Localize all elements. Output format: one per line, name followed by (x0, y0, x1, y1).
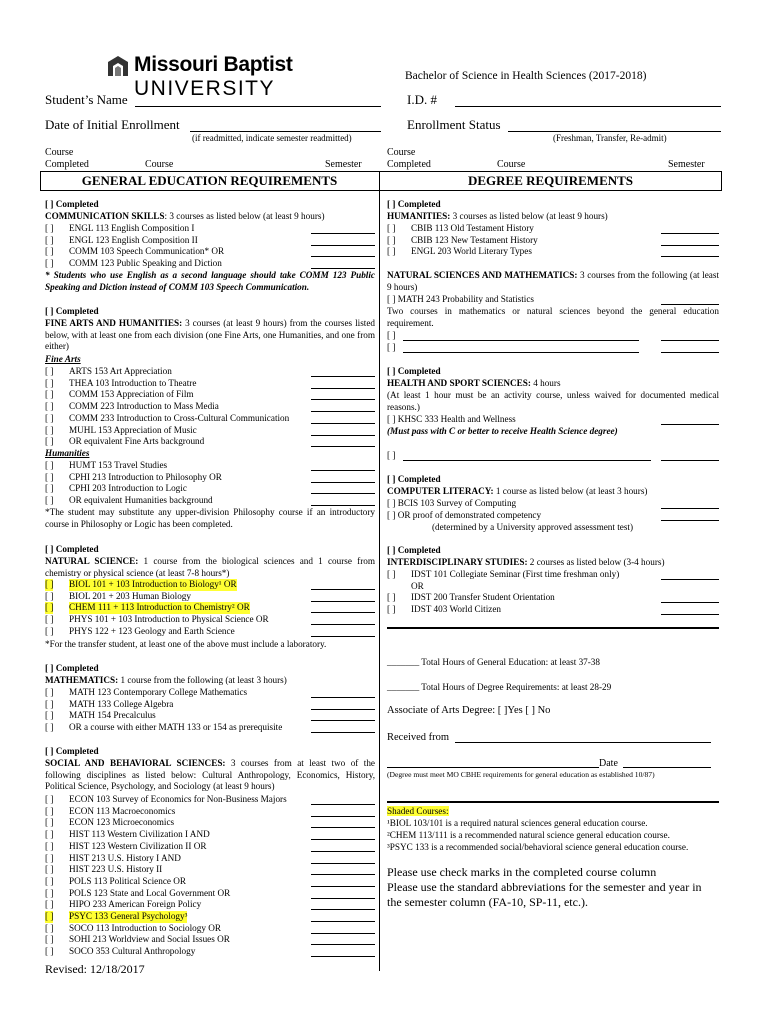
col-completed-right: Course Completed (387, 147, 431, 170)
checkbox[interactable]: [ ] (45, 852, 54, 863)
semester-blank[interactable] (311, 411, 375, 412)
checkbox[interactable]: [ ] (45, 934, 54, 945)
gen-ed-title: GENERAL EDUCATION REQUIREMENTS (81, 173, 338, 188)
cl-item-1: [ ] BCIS 103 Survey of Computing (387, 498, 517, 508)
checkbox[interactable]: [ ] (45, 389, 54, 400)
nsm-extra-2-sem[interactable] (661, 352, 719, 353)
checkbox[interactable]: [ ] (387, 569, 396, 579)
nsm-math: [ ] MATH 243 Probability and Statistics (387, 294, 534, 304)
checkbox[interactable]: [ ] (45, 436, 54, 447)
course-item: CPHI 213 Introduction to Philosophy OR (69, 471, 222, 482)
semester-blank[interactable] (311, 720, 375, 721)
course-item: OR (411, 580, 424, 591)
checkbox[interactable]: [ ] (45, 840, 54, 851)
student-name-label: Student’s Name (45, 92, 128, 107)
semester-blank[interactable] (311, 589, 375, 590)
checkbox[interactable]: [ ] (45, 234, 54, 245)
nsm-extra-2-course[interactable] (403, 352, 639, 353)
course-item: POLS 123 State and Local Government OR (69, 887, 231, 898)
semester-blank[interactable] (311, 709, 375, 710)
nat-note: *For the transfer student, at least one of the above must include a laboratory. (45, 639, 327, 649)
checkbox[interactable]: [ ] (45, 579, 54, 589)
checkbox[interactable]: [ ] (45, 483, 54, 494)
semester-blank[interactable] (311, 399, 375, 400)
checkbox[interactable]: [ ] (387, 234, 396, 245)
footnote-2: ²CHEM 113/111 is a recommended natural science general education course. (387, 830, 670, 840)
semester-blank[interactable] (661, 245, 719, 246)
cl-item-1-blank[interactable] (661, 508, 719, 509)
semester-blank[interactable] (311, 446, 375, 447)
course-item: IDST 101 Collegiate Seminar (First time freshman only) (411, 569, 620, 579)
checkbox[interactable]: [ ] (45, 495, 54, 506)
checkbox[interactable]: [ ] (45, 922, 54, 933)
nat-completed[interactable]: [ ] Completed (45, 544, 99, 554)
checkbox[interactable]: [ ] (45, 471, 54, 482)
checkbox[interactable]: [ ] (45, 412, 54, 423)
soc-desc: SOCIAL AND BEHAVIORAL SCIENCES: 3 courses from at least two of the following disciplines as listed below: Cultural Anthropology, Economics, History, Political Science, Psychology, and Sociology (at least 9 hours) (45, 758, 375, 792)
logo-mark-icon (106, 54, 130, 78)
cl-heading: COMPUTER LITERACY: 1 course as listed below (at least 3 hours) (387, 486, 648, 496)
instruction-1: Please use check marks in the completed course column (387, 865, 657, 879)
cl-completed[interactable]: [ ] Completed (387, 474, 441, 484)
semester-blank[interactable] (311, 636, 375, 637)
total-gen-ed: _______ Total Hours of General Education: at least 37-38 (387, 657, 600, 667)
checkbox[interactable]: [ ] (45, 625, 54, 636)
rhum-heading: HUMANITIES: 3 courses as listed below (at least 9 hours) (387, 211, 608, 221)
course-item: MUHL 153 Appreciation of Music (69, 424, 197, 435)
checkbox[interactable]: [ ] (45, 829, 54, 840)
comm-heading: COMMUNICATION SKILLS: 3 courses as listed below (at least 9 hours) (45, 211, 325, 221)
nsm-extra-2: [ ] (387, 342, 396, 352)
hss-note: (At least 1 hour must be an activity course, unless waived for documented medical reasons.) (387, 390, 719, 412)
hss-extra: [ ] (387, 450, 396, 460)
semester-blank[interactable] (311, 732, 375, 733)
semester-blank[interactable] (311, 804, 375, 805)
course-item: IDST 403 World Citizen (411, 604, 502, 615)
semester-blank[interactable] (311, 470, 375, 471)
checkbox[interactable]: [ ] (45, 590, 54, 601)
semester-blank[interactable] (311, 423, 375, 424)
checkbox[interactable]: [ ] (45, 223, 54, 233)
course-item: PSYC 133 General Psychology³ (69, 911, 188, 921)
checkbox[interactable]: [ ] (45, 366, 54, 376)
hss-completed[interactable]: [ ] Completed (387, 366, 441, 376)
checkbox[interactable]: [ ] (45, 899, 54, 910)
footnote-1: ¹BIOL 103/101 is a required natural sciences general education course. (387, 818, 648, 828)
course-item: MATH 133 College Algebra (69, 698, 174, 709)
cl-note: (determined by a University approved assessment test) (432, 522, 634, 532)
hss-course-blank[interactable] (661, 424, 719, 425)
semester-blank[interactable] (311, 816, 375, 817)
revised-date: Revised: 12/18/2017 (45, 962, 145, 976)
checkbox[interactable]: [ ] (45, 246, 54, 257)
right-column (387, 199, 719, 979)
enrollment-status-field[interactable] (508, 131, 721, 132)
checkbox[interactable]: [ ] (45, 258, 54, 269)
comm-note: * Students who use English as a second language should take COMM 123 Public Speaking and Diction instead of COMM 103 Speech Communication. (45, 270, 375, 292)
instruction-2: Please use the standard abbreviations for the semester and year in the semester column (FA-10, SP-11, etc.). (387, 880, 702, 909)
semester-blank[interactable] (311, 435, 375, 436)
is-heading: INTERDISCIPLINARY STUDIES: 2 courses as listed below (3-4 hours) (387, 557, 665, 567)
signature-field[interactable] (387, 767, 599, 768)
semester-blank[interactable] (311, 944, 375, 945)
fine-completed[interactable]: [ ] Completed (45, 306, 99, 316)
course-item: HIST 213 U.S. History I AND (69, 852, 181, 863)
course-item: HUMT 153 Travel Studies (69, 460, 168, 470)
nsm-extra-1: [ ] (387, 330, 396, 340)
semester-blank[interactable] (311, 612, 375, 613)
semester-blank[interactable] (661, 602, 719, 603)
shaded-label: Shaded Courses: (387, 806, 449, 816)
course-item: ARTS 153 Art Appreciation (69, 366, 172, 376)
course-item: CHEM 111 + 113 Introduction to Chemistry² OR (69, 602, 250, 613)
nsm-desc: NATURAL SCIENCES AND MATHEMATICS: 3 courses from the following (at least 9 hours) (387, 270, 720, 292)
course-item: ECON 123 Microeconomics (69, 817, 175, 828)
nat-desc: NATURAL SCIENCE: 1 course from the biological sciences and 1 course from chemistry or physical science (at least 7-8 hours*) (45, 556, 375, 578)
course-item: ECON 103 Survey of Economics for Non-Business Majors (69, 794, 287, 804)
hss-must: (Must pass with C or better to receive Health Science degree) (387, 426, 618, 436)
semester-blank[interactable] (311, 388, 375, 389)
course-item: ECON 113 Macroeconomics (69, 805, 176, 816)
checkbox[interactable]: [ ] (387, 246, 396, 257)
col-course-left: Course (145, 159, 174, 170)
semester-blank[interactable] (661, 233, 719, 234)
checkbox[interactable]: [ ] (387, 592, 396, 603)
course-item: COMM 223 Introduction to Mass Media (69, 401, 219, 412)
math-completed[interactable]: [ ] Completed (45, 663, 99, 673)
fine-arts-label: Fine Arts (45, 354, 81, 364)
semester-blank[interactable] (661, 579, 719, 580)
course-item: BIOL 101 + 103 Introduction to Biology¹ OR (69, 579, 237, 589)
checkbox[interactable]: [ ] (45, 377, 54, 388)
course-item: CPHI 203 Introduction to Logic (69, 483, 187, 494)
checkbox[interactable]: [ ] (45, 805, 54, 816)
soc-completed[interactable]: [ ] Completed (45, 746, 99, 756)
checkbox[interactable]: [ ] (45, 911, 54, 921)
checkbox[interactable]: [ ] (387, 604, 396, 615)
semester-blank[interactable] (311, 956, 375, 957)
university-logo (106, 53, 401, 100)
course-item: OR equivalent Fine Arts background (69, 436, 205, 447)
cl-item-2: [ ] OR proof of demonstrated competency (387, 510, 542, 520)
course-item: HIST 123 Western Civilization II OR (69, 840, 207, 851)
id-field[interactable] (455, 106, 721, 107)
semester-blank[interactable] (311, 268, 375, 269)
nsm-extra-1-sem[interactable] (661, 340, 719, 341)
readmit-note: (if readmitted, indicate semester readmitted) (192, 133, 352, 143)
checkbox[interactable]: [ ] (45, 614, 54, 625)
hss-course: [ ] KHSC 333 Health and Wellness (387, 414, 516, 424)
is-completed[interactable]: [ ] Completed (387, 545, 441, 555)
enrollment-date-label: Date of Initial Enrollment (45, 117, 180, 132)
semester-blank[interactable] (311, 245, 375, 246)
nsm-extra-1-course[interactable] (403, 340, 639, 341)
semester-blank[interactable] (311, 493, 375, 494)
course-item: ENGL 203 World Literary Types (411, 246, 532, 257)
program-title: Bachelor of Science in Health Sciences (2017-2018) (405, 70, 647, 82)
course-item: IDST 200 Transfer Student Orientation (411, 592, 555, 603)
course-item: COMM 123 Public Speaking and Diction (69, 258, 222, 269)
course-item: BIOL 201 + 203 Human Biology (69, 590, 191, 601)
course-item: PHYS 122 + 123 Geology and Earth Science (69, 625, 235, 636)
checkbox[interactable]: [ ] (45, 887, 54, 898)
course-item: SOCO 113 Introduction to Sociology OR (69, 922, 222, 933)
checkbox[interactable]: [ ] (45, 401, 54, 412)
rhum-completed[interactable]: [ ] Completed (387, 199, 441, 209)
nsm-note: Two courses in mathematics or natural sciences beyond the general education requirement. (387, 306, 719, 328)
received-from-label: Received from (387, 732, 450, 743)
checkbox[interactable]: [ ] (387, 223, 396, 233)
semester-blank[interactable] (311, 697, 375, 698)
col-course-right: Course (497, 159, 526, 170)
course-item: COMM 103 Speech Communication* OR (69, 246, 225, 257)
degree-req-title: DEGREE REQUIREMENTS (467, 173, 634, 188)
semester-blank[interactable] (311, 921, 375, 922)
course-item: POLS 113 Political Science OR (69, 875, 187, 886)
semester-blank[interactable] (311, 909, 375, 910)
course-item: ENGL 113 English Composition I (69, 223, 195, 233)
aa-degree: Associate of Arts Degree: [ ]Yes [ ] No (387, 705, 551, 716)
humanities-label: Humanities (45, 448, 90, 458)
course-item: ENGL 123 English Composition II (69, 234, 198, 245)
semester-blank[interactable] (311, 601, 375, 602)
date-field[interactable] (623, 767, 711, 768)
comm-completed[interactable]: [ ] Completed (45, 199, 99, 209)
course-item: SOCO 353 Cultural Anthropology (69, 946, 196, 957)
enrollment-status-label: Enrollment Status (407, 117, 501, 132)
checkbox[interactable]: [ ] (45, 460, 54, 470)
checkbox[interactable]: [ ] (45, 794, 54, 804)
course-item: THEA 103 Introduction to Theatre (69, 377, 197, 388)
checkbox[interactable]: [ ] (45, 602, 54, 613)
hss-heading: HEALTH AND SPORT SCIENCES: 4 hours (387, 378, 561, 388)
total-degree: _______ Total Hours of Degree Requirements: at least 28-29 (387, 682, 612, 692)
checkbox[interactable]: [ ] (45, 424, 54, 435)
semester-blank[interactable] (311, 256, 375, 257)
course-item: PHYS 101 + 103 Introduction to Physical Science OR (69, 614, 269, 625)
math-heading: MATHEMATICS: 1 course from the following (at least 3 hours) (45, 675, 287, 685)
logo-text: Missouri Baptist UNIVERSITY (134, 53, 293, 100)
checkbox[interactable]: [ ] (45, 710, 54, 721)
id-label: I.D. # (407, 92, 437, 107)
course-item: HIST 113 Western Civilization I AND (69, 829, 210, 840)
fine-desc: FINE ARTS AND HUMANITIES: 3 courses (at least 9 hours) from the courses listed below, with at least one from each division (one Fine Arts, one Humanities, and one from either) (45, 318, 375, 352)
footnote-3: ³PSYC 133 is a recommended social/behavioral science general education course. (387, 842, 689, 852)
hss-extra-course[interactable] (403, 460, 651, 461)
course-item: MATH 123 Contemporary College Mathematics (69, 687, 248, 697)
semester-blank[interactable] (311, 505, 375, 506)
checkbox[interactable]: [ ] (45, 864, 54, 875)
course-item: MATH 154 Precalculus (69, 710, 156, 721)
hss-extra-sem[interactable] (661, 460, 719, 461)
semester-blank[interactable] (311, 898, 375, 899)
nsm-math-blank[interactable] (661, 304, 719, 305)
course-item: CBIB 123 New Testament History (411, 234, 538, 245)
course-item: OR equivalent Humanities background (69, 495, 213, 506)
is-divider (387, 627, 719, 629)
course-item: CBIB 113 Old Testament History (411, 223, 534, 233)
semester-blank[interactable] (311, 482, 375, 483)
course-item: COMM 233 Introduction to Cross-Cultural Communication (69, 412, 290, 423)
received-from-field[interactable] (455, 742, 711, 743)
semester-blank[interactable] (311, 827, 375, 828)
semester-blank[interactable] (311, 863, 375, 864)
cl-item-2-blank[interactable] (661, 520, 719, 521)
semester-blank[interactable] (311, 874, 375, 875)
checkbox[interactable]: [ ] (45, 817, 54, 828)
semester-blank[interactable] (661, 614, 719, 615)
checkbox[interactable]: [ ] (45, 687, 54, 697)
checkbox[interactable]: [ ] (45, 875, 54, 886)
semester-blank[interactable] (311, 851, 375, 852)
checkbox[interactable]: [ ] (45, 722, 54, 733)
semester-blank[interactable] (311, 376, 375, 377)
student-name-field[interactable] (135, 106, 381, 107)
course-item: COMM 153 Appreciation of Film (69, 389, 194, 400)
semester-blank[interactable] (311, 886, 375, 887)
date-label: Date (599, 758, 618, 769)
semester-blank[interactable] (311, 933, 375, 934)
degree-note: (Degree must meet MO CBHE requirements for general education as established 10/87) (387, 770, 655, 779)
col-semester-left: Semester (325, 159, 362, 170)
course-item: SOHI 213 Worldview and Social Issues OR (69, 934, 230, 945)
col-semester-right: Semester (668, 159, 705, 170)
course-item: HIST 223 U.S. History II (69, 864, 163, 875)
hum-note: *The student may substitute any upper-division Philosophy course if an introductory course in Philosophy or Logic has been completed. (45, 507, 375, 529)
column-divider (379, 171, 380, 971)
course-item: HIPO 233 American Foreign Policy (69, 899, 202, 910)
semester-blank[interactable] (311, 624, 375, 625)
semester-blank[interactable] (311, 839, 375, 840)
checkbox[interactable]: [ ] (45, 946, 54, 957)
course-item: OR a course with either MATH 133 or 154 as prerequisite (69, 722, 283, 733)
col-completed-left: Course Completed (45, 147, 89, 170)
semester-blank[interactable] (311, 233, 375, 234)
enrollment-date-field[interactable] (190, 131, 381, 132)
semester-blank[interactable] (661, 256, 719, 257)
status-note: (Freshman, Transfer, Re-admit) (553, 133, 667, 143)
checkbox[interactable]: [ ] (45, 698, 54, 709)
left-column (45, 199, 375, 979)
notes-divider (387, 801, 719, 803)
